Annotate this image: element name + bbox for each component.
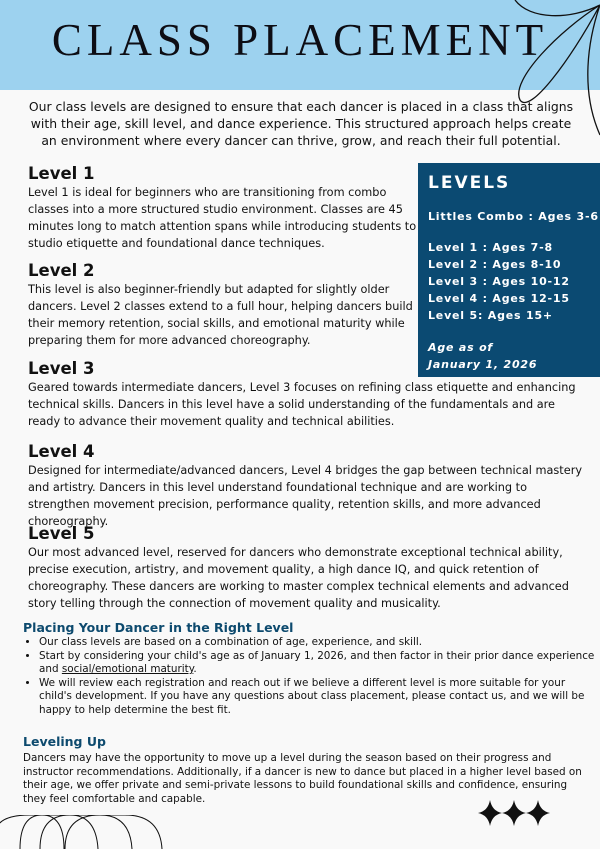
section-level-2 [28,261,420,349]
age-note-date: January 1, 2026 [428,358,538,371]
underlined-text: social/emotional maturity [61,663,194,675]
level-2-heading: Level 2 [28,261,95,280]
leveling-up-heading: Leveling Up [23,734,106,749]
level-5-heading: Level 5 [28,524,95,543]
levels-box [418,163,600,377]
level-age-item: Level 1 : Ages 7-8 [428,241,553,254]
leveling-up-body: Dancers may have the opportunity to move up a level during the season based on their progress and instructor recommendations. Additionally, if a dancer is new to dance but placed in a higher level based on their age, we offer private and semi-private lessons to build foundational skills and confidence, ensuring they feel comfortable and capable. [23,752,582,805]
sparkle-stars-icon [478,798,550,828]
bullet-item [39,650,599,677]
age-note-line: Age as of [428,341,494,354]
section-level-4 [28,442,584,530]
intro-text: Our class levels are designed to ensure that each dancer is placed in a class that aligns with their age, skill level, and dance experience. This structured approach helps create an environment where every dancer can thrive, grow, and reach their full potential. [28,99,574,148]
page-title: CLASS PLACEMENT [51,15,549,65]
level-3-body: Geared towards intermediate dancers, Level 3 focuses on refining class etiquette and enhancing technical skills. Dancers in this level have a solid understanding of the fundamentals and are ready to advance their movement quality and technical abilities. [28,381,576,428]
section-level-5 [28,524,584,612]
level-age-item: Level 3 : Ages 10-12 [428,275,570,288]
bullet-item: • Our class levels are based on a combination of age, experience, and skill. [39,636,599,650]
placing-heading: Placing Your Dancer in the Right Level [23,620,294,635]
arch-circles-icon [0,815,170,849]
bullet-period: . [193,663,197,675]
level-5-body: Our most advanced level, reserved for dancers who demonstrate exceptional technical ability, precise execution, artistry, and movement quality, a high dance IQ, and quick retention of choreography. These dancers are working to master complex technical elements and advanced story telling through the connection of movement quality and musicality. [28,546,569,610]
bullet-item: • We will review each registration and reach out if we believe a different level is more suitable for your child's development. If you have any questions about class placement, please contact us, and we will be happy to help determine the best fit. [39,677,599,718]
level-age-item: Level 2 : Ages 8-10 [428,258,562,271]
level-1-heading: Level 1 [28,164,95,183]
level-3-heading: Level 3 [28,359,95,378]
age-note [428,339,537,373]
placing-bullets [23,636,599,717]
littles-combo-age: Littles Combo : Ages 3-6 [428,210,599,223]
level-age-item: Level 5: Ages 15+ [428,309,553,322]
level-4-body: Designed for intermediate/advanced dancers, Level 4 bridges the gap between technical mastery and artistry. Dancers in this level understand foundational technique and are working to strengthen movement precision, performance quality, retention skills, and more advanced choreography. [28,464,583,528]
section-level-1 [28,164,420,252]
level-2-body: This level is also beginner-friendly but adapted for slightly older dancers. Level 2 classes extend to a full hour, helping dancers build their memory retention, social skills, and emotional maturity while preparing them for more advanced choreography. [28,283,413,347]
bullet-text: Start by considering your child's age as of January 1, 2026, and then factor in their prior dance experience and [39,649,595,675]
level-1-body: Level 1 is ideal for beginners who are transitioning from combo classes into a more structured studio environment. Classes are 45 minutes long to match attention spans while introducing students to studio etiquette and foundational dance techniques. [28,186,417,250]
level-4-heading: Level 4 [28,442,95,461]
levels-title: LEVELS [428,173,511,193]
level-age-item: Level 4 : Ages 12-15 [428,292,570,305]
